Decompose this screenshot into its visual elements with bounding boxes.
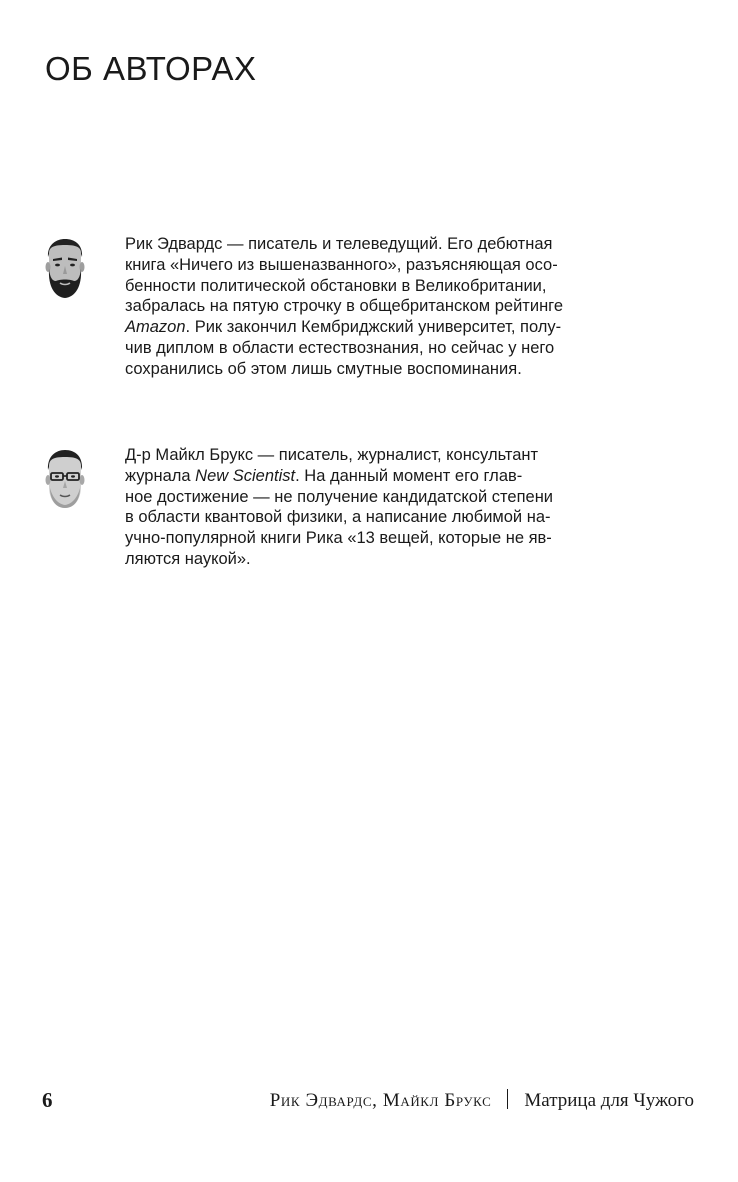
man-with-glasses-portrait-icon	[44, 448, 86, 514]
bio-line-italic-span: журнала New Scientist. На данный момент его глав-	[125, 466, 523, 485]
bio-line: ляются наукой».	[125, 549, 251, 568]
bio-line: ное достижение — не получение кандидатской степени	[125, 487, 554, 506]
bio-line: в области квантовой физики, а написание любимой на-	[125, 508, 551, 527]
footer-book-title: Матрица для Чужого	[524, 1090, 694, 1111]
bio-line: учно-популярной книги Рика «13 вещей, которые не яв-	[125, 529, 552, 548]
bio-line: Рик Эдвардс — писатель и телеведущий. Его дебютная	[125, 235, 553, 253]
bio-line: книга «Ничего из вышеназванного», разъясняющая осо-	[125, 255, 558, 274]
bio-line: забралась на пятую строчку в общебританском рейтинге	[125, 297, 564, 316]
author-bio-michael-brooks	[125, 445, 649, 570]
bio-line: Д-р Майкл Брукс — писатель, журналист, консультант	[125, 446, 539, 464]
page-heading: ОБ АВТОРАХ	[45, 50, 257, 87]
author-bio-rick-edwards	[125, 234, 649, 380]
bio-line: бенности политической обстановки в Великобритании,	[125, 276, 547, 295]
bio-line: чив диплом в области естествознания, но сейчас у него	[125, 338, 555, 357]
running-footer	[270, 1089, 694, 1112]
page-number: 6	[42, 1088, 53, 1112]
bio-line-italic-start: Amazon. Рик закончил Кембриджский университет, полу-	[125, 318, 562, 337]
footer-separator	[507, 1089, 508, 1109]
bearded-man-portrait-icon	[44, 237, 86, 305]
bio-line: сохранились об этом лишь смутные воспоминания.	[125, 359, 522, 378]
footer-authors: Рик Эдвардс, Майкл Брукс	[269, 1090, 492, 1111]
